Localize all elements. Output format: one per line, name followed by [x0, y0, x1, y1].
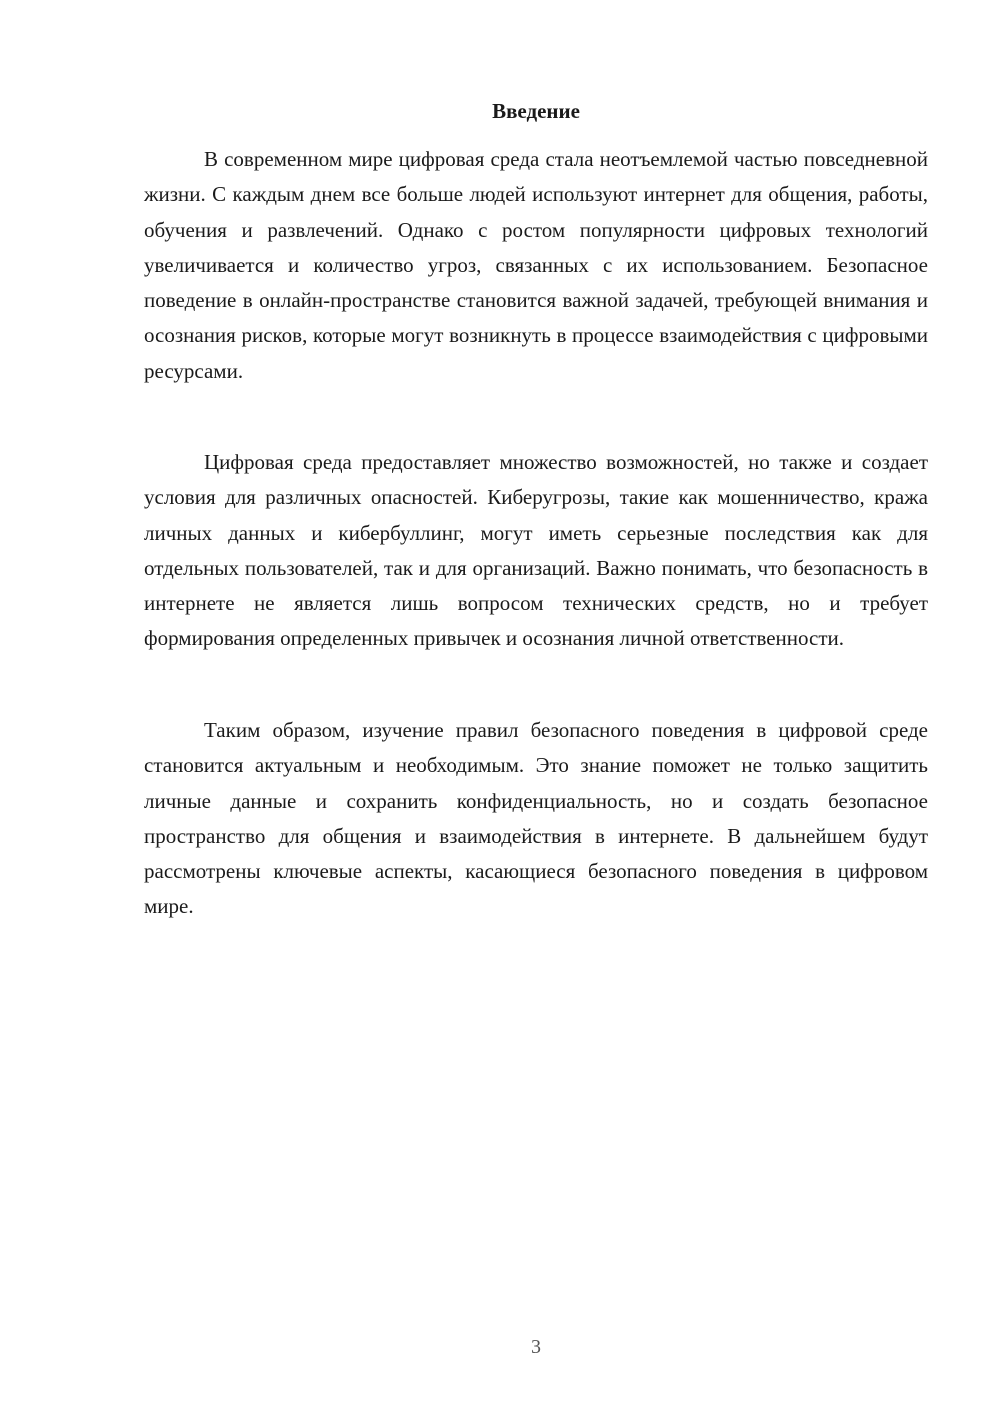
page-title: Введение — [492, 99, 580, 123]
paragraph-2: Цифровая среда предоставляет множество возможностей, но также и создает условия для различных опасностей. Киберугрозы, такие как мошенничество, кража личных данных и кибербуллинг, могут иметь серьезные последствия как для отдельных пользователей, так и для организаций. Важно понимать, что безопасность в интернете не является лишь вопросом технических средств, но и требует формирования определенных привычек и осознания личной ответственности. — [144, 450, 928, 651]
page-number: 3 — [531, 1336, 541, 1358]
paragraph-3: Таким образом, изучение правил безопасного поведения в цифровой среде становится актуальным и необходимым. Это знание поможет не только защитить личные данные и сохранить конфиденциальность, но и создать безопасное пространство для общения и взаимодействия в интернете. В дальнейшем будут рассмотрены ключевые аспекты, касающиеся безопасного поведения в цифровом мире. — [144, 718, 928, 919]
paragraph-1: В современном мире цифровая среда стала неотъемлемой частью повседневной жизни. С каждым днем все больше людей используют интернет для общения, работы, обучения и развлечений. Однако с ростом популярности цифровых технологий увеличивается и количество угроз, связанных с их использованием. Безопасное поведение в онлайн-пространстве становится важной задачей, требующей внимания и осознания рисков, которые могут возникнуть в процессе взаимодействия с цифровыми ресурсами. — [144, 147, 928, 383]
